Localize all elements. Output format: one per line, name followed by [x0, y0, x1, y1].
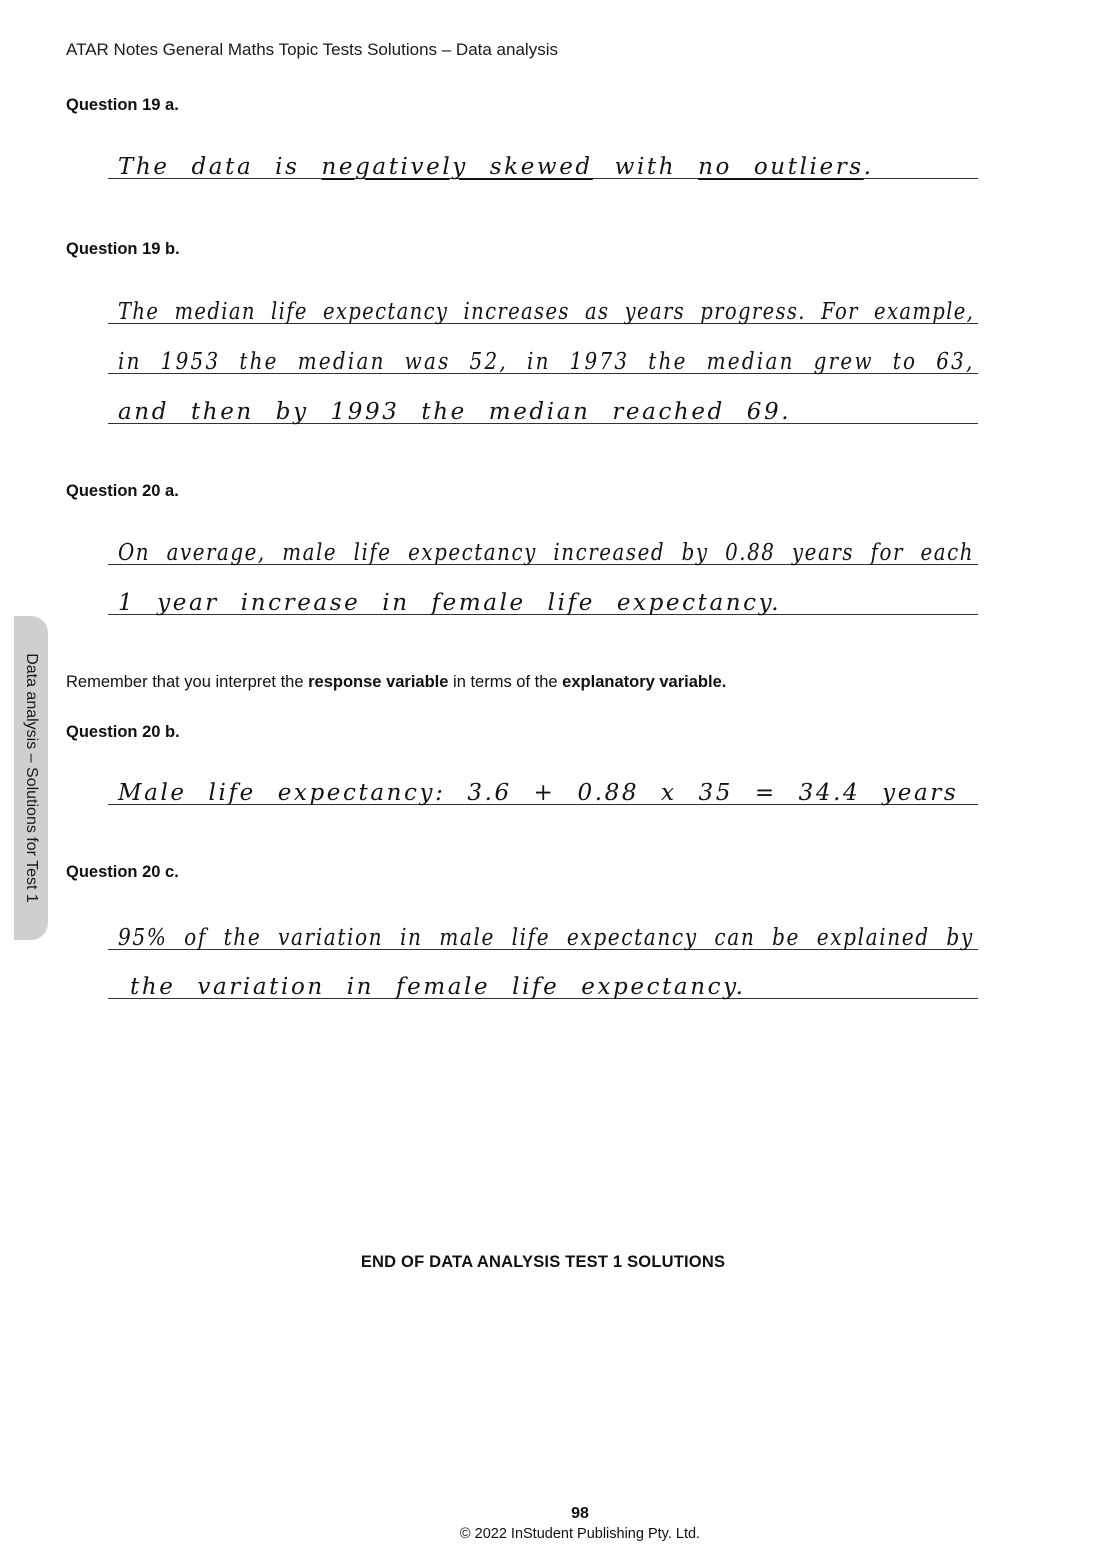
handwritten-answer-19b-2: in 1953 the median was 52, in 1973 the median grew to 63,: [118, 349, 975, 375]
note-term-explanatory-variable: explanatory variable.: [562, 673, 727, 691]
interpretation-note: Remember that you interpret the response variable in terms of the explanatory variable.: [66, 673, 727, 691]
end-of-solutions-banner: END OF DATA ANALYSIS TEST 1 SOLUTIONS: [360, 1253, 726, 1271]
answer-line-19b-2: [108, 330, 978, 374]
running-header: ATAR Notes General Maths Topic Tests Solutions – Data analysis: [66, 40, 558, 59]
handwritten-answer-19a: The data is negatively skewed with no outliers.: [118, 154, 874, 180]
question-20a-heading: Question 20 a.: [66, 482, 179, 500]
handwritten-answer-19b-1: The median life expectancy increases as years progress. For example,: [118, 299, 975, 325]
underlined-no-outliers: no outliers: [698, 154, 864, 180]
answer-line-19b-3: [108, 380, 978, 424]
copyright-notice: © 2022 InStudent Publishing Pty. Ltd.: [459, 1526, 701, 1542]
handwritten-answer-20b-1: Male life expectancy: 3.6 + 0.88 x 35 = 34.4 years: [118, 780, 959, 806]
handwritten-answer-20c-1: 95% of the variation in male life expectancy can be explained by: [118, 925, 974, 951]
answer-line-20c-2: [108, 955, 978, 999]
answer-line-20a-1: [108, 521, 978, 565]
handwritten-answer-20a-1: On average, male life expectancy increased by 0.88 years for each: [118, 540, 975, 566]
answer-line-20c-1: [108, 906, 978, 950]
answer-line-20a-2: [108, 571, 978, 615]
handwritten-answer-20c-2: the variation in female life expectancy.: [130, 974, 746, 1000]
side-tab-label: Data analysis – Solutions for Test 1: [23, 653, 40, 903]
answer-line-20b-1: [108, 761, 978, 805]
note-term-response-variable: response variable: [308, 673, 449, 691]
handwritten-answer-20a-2: 1 year increase in female life expectancy.: [118, 590, 782, 616]
handwritten-answer-19b-3: and then by 1993 the median reached 69.: [118, 399, 792, 425]
question-20c-heading: Question 20 c.: [66, 863, 179, 881]
page-number: 98: [571, 1505, 589, 1522]
answer-line-19a-1: [108, 135, 978, 179]
underlined-negatively-skewed: negatively skewed: [321, 154, 593, 180]
question-19b-heading: Question 19 b.: [66, 240, 180, 258]
side-tab: [14, 616, 48, 940]
answer-line-19b-1: [108, 280, 978, 324]
question-19a-heading: Question 19 a.: [66, 96, 179, 114]
question-20b-heading: Question 20 b.: [66, 723, 180, 741]
